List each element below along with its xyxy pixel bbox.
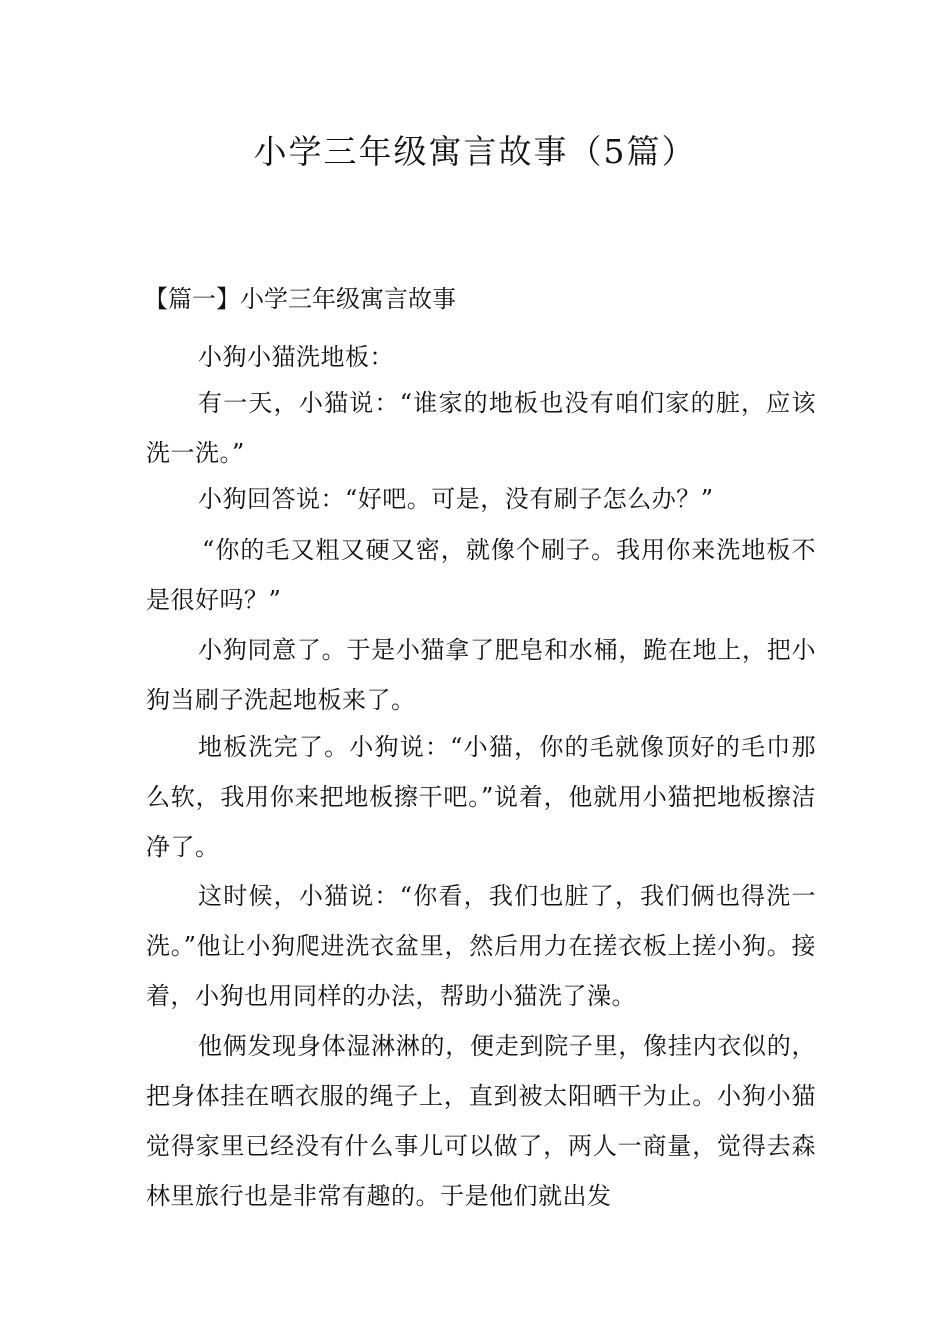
paragraph: “你的毛又粗又硬又密，就像个刷子。我用你来洗地板不是很好吗？”	[146, 536, 816, 614]
paragraph-story-title: 小狗小猫洗地板：	[198, 343, 394, 371]
document-title: 小学三年级寓言故事（5篇）	[253, 132, 697, 171]
paragraph: 小狗同意了。于是小猫拿了肥皂和水桶，跪在地上，把小狗当刷子洗起地板来了。	[146, 636, 816, 714]
paragraph: 小狗回答说：“好吧。可是，没有刷子怎么办？”	[198, 485, 714, 513]
section-heading: 【篇一】小学三年级寓言故事	[144, 285, 456, 313]
paragraph: 这时候，小猫说：“你看，我们也脏了，我们俩也得洗一洗。”他让小狗爬进洗衣盆里，然后用力在搓衣板上搓小狗。接着，小狗也用同样的办法，帮助小猫洗了澡。	[146, 882, 816, 1010]
paragraph: 他俩发现身体湿淋淋的，便走到院子里，像挂内衣似的，把身体挂在晒衣服的绳子上，直到被太阳晒干为止。小狗小猫觉得家里已经没有什么事儿可以做了，两人一商量，觉得去森林里旅行也是非常有趣的。于是他们就出发	[146, 1032, 816, 1210]
paragraph: 有一天，小猫说：“谁家的地板也没有咱们家的脏，应该洗一洗。”	[146, 389, 816, 467]
paragraph: 地板洗完了。小狗说：“小猫，你的毛就像顶好的毛巾那么软，我用你来把地板擦干吧。”说着，他就用小猫把地板擦洁净了。	[146, 733, 816, 861]
